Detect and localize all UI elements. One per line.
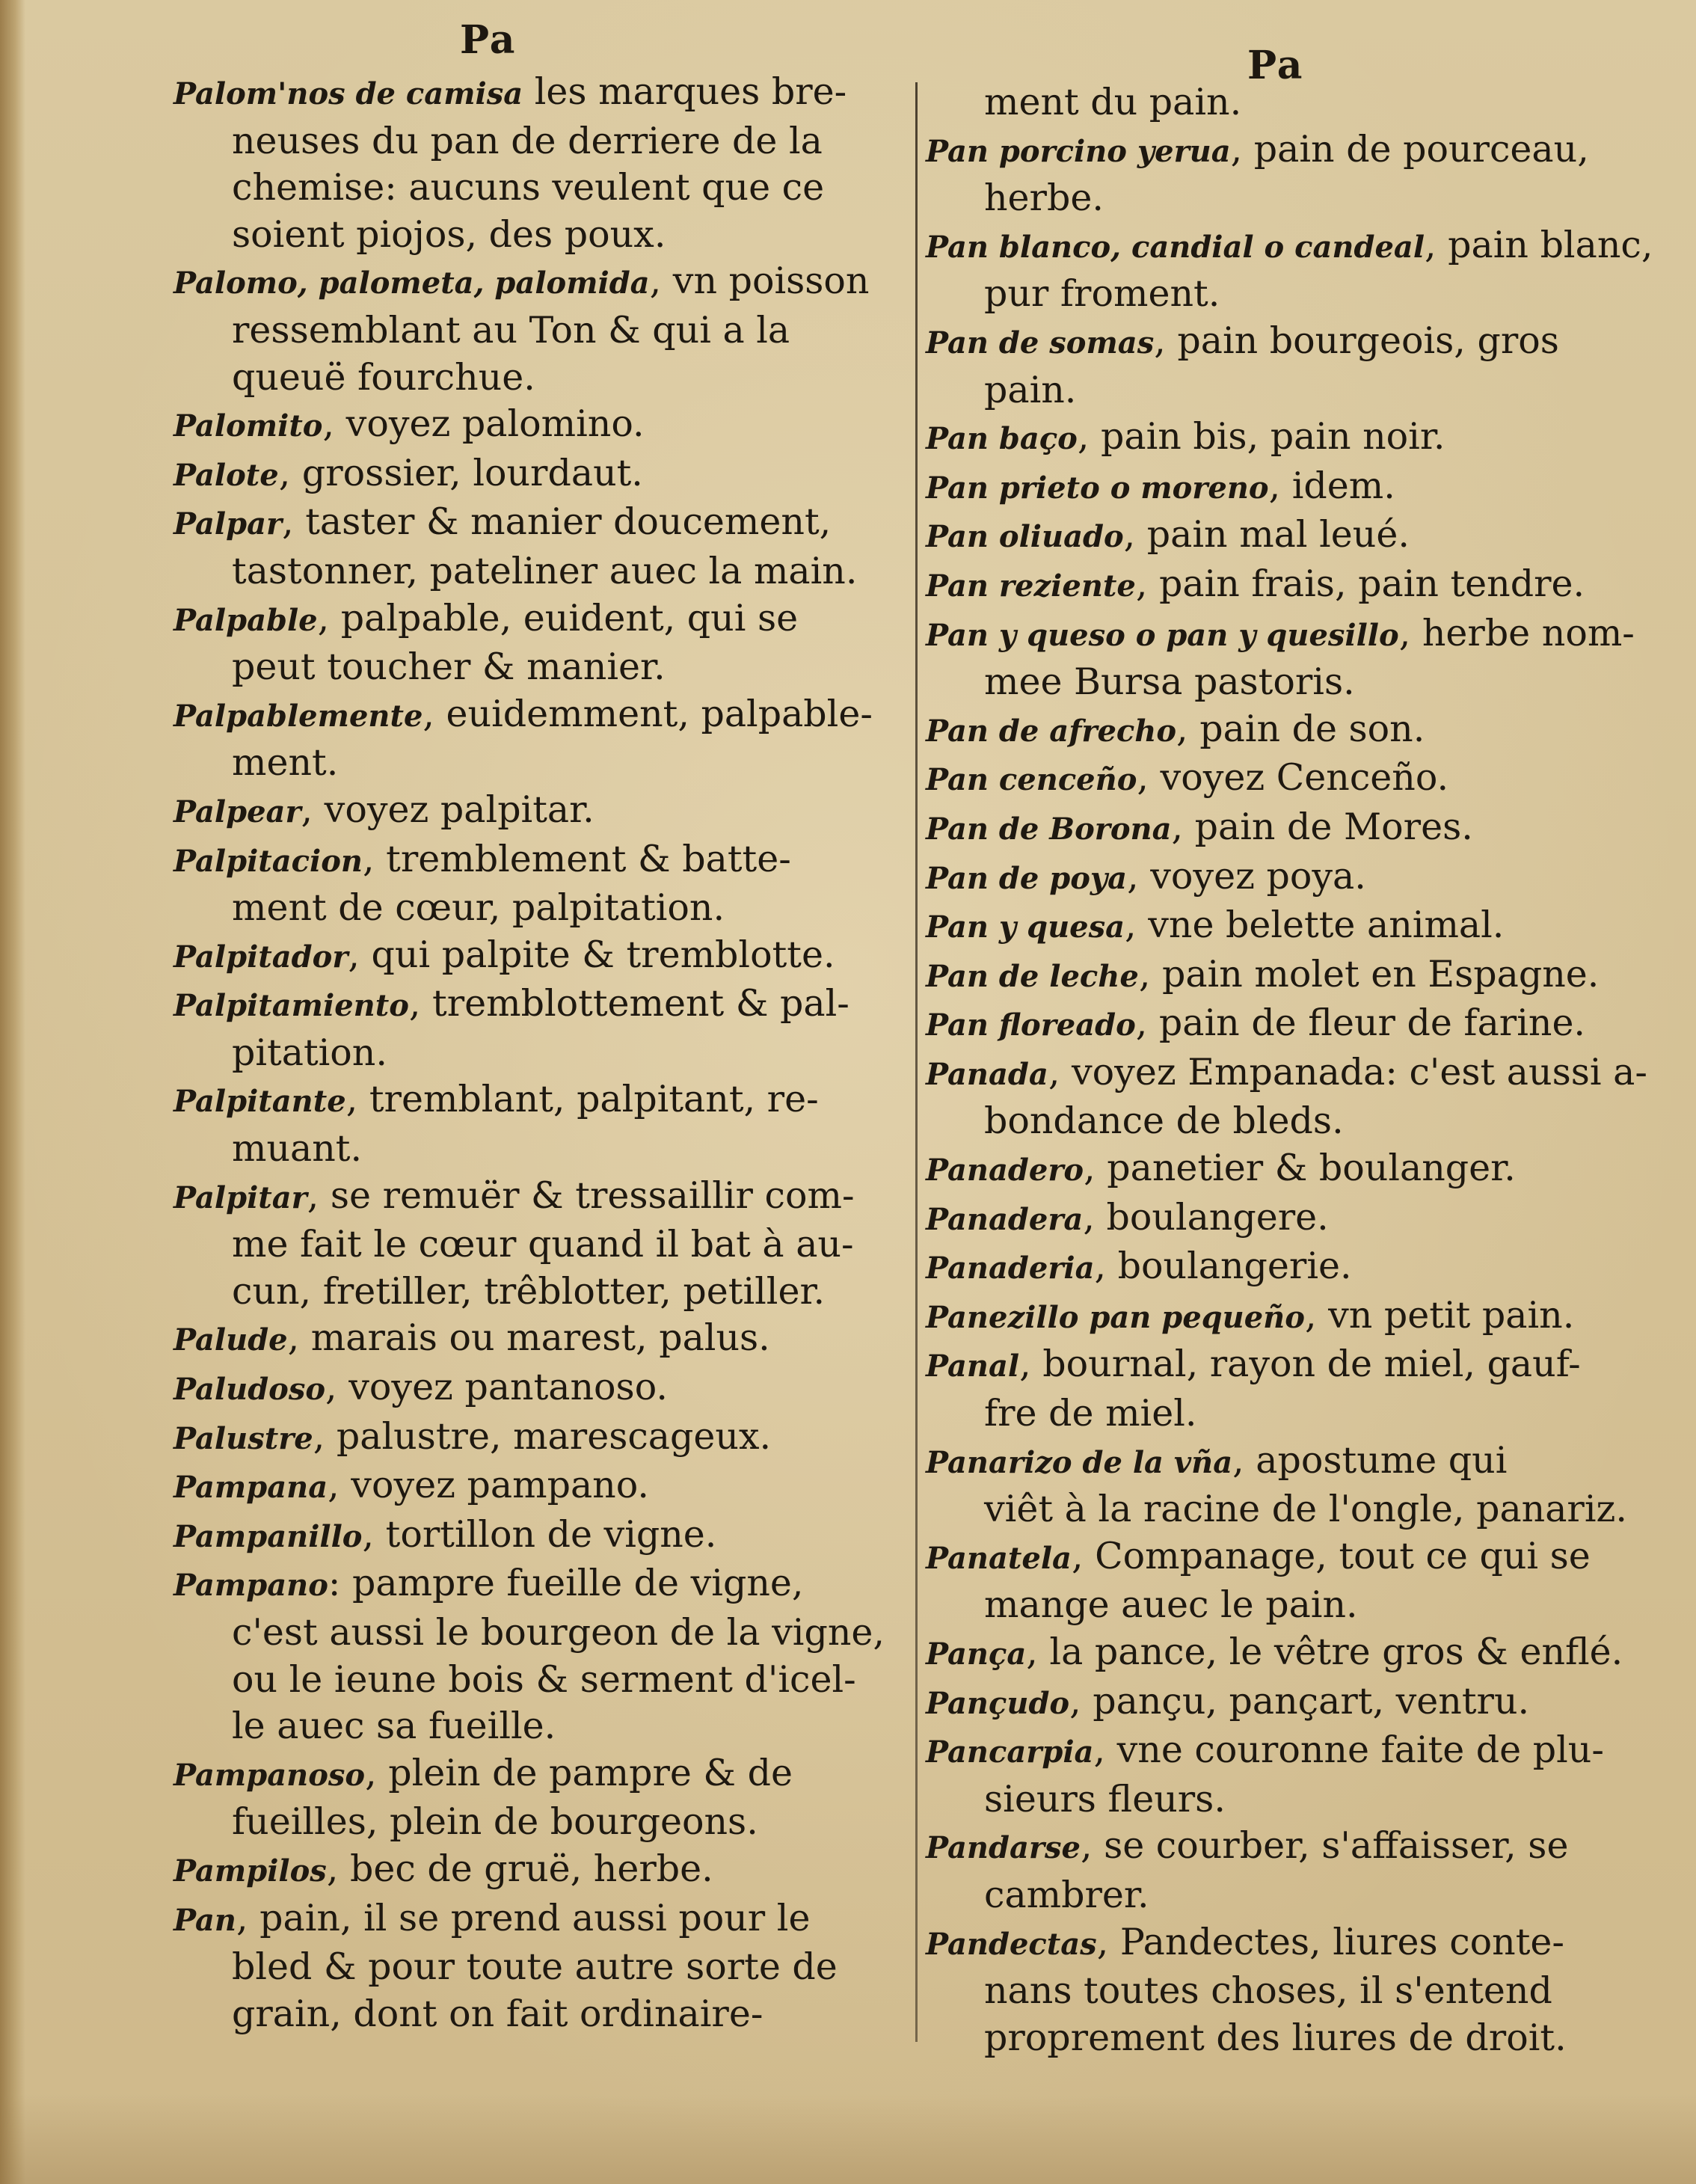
entry-definition: les marques bre- (523, 70, 847, 113)
dictionary-entry (173, 499, 891, 548)
entry-definition: , euidemment, palpable- (423, 692, 873, 735)
dictionary-entry (926, 318, 1644, 367)
entry-headword: Pança (926, 1637, 1027, 1672)
entry-headword: Pampilos (173, 1853, 327, 1889)
entry-headword: Pampanillo (173, 1518, 363, 1554)
entry-headword: Pançudo (926, 1685, 1070, 1721)
dictionary-entry (926, 1533, 1644, 1583)
dictionary-entry (173, 836, 891, 886)
entry-headword: Pan de afrecho (926, 713, 1177, 749)
entry-headword: Pan de somas (926, 325, 1155, 361)
entry-continuation-line: herbe. (984, 177, 1104, 220)
entry-headword: Panezillo pan pequeño (926, 1299, 1305, 1335)
dictionary-entry (173, 1512, 891, 1561)
dictionary-entry (926, 512, 1644, 561)
entry-definition: , se remuër & tressaillir com- (307, 1174, 855, 1217)
entry-continuation-line: pitation. (232, 1031, 387, 1074)
entry-continuation-line: peut toucher & manier. (232, 645, 666, 689)
entry-continuation-line: mee Bursa pastoris. (984, 660, 1355, 704)
entry-headword: Pan reziente (926, 568, 1136, 604)
dictionary-entry (173, 1750, 891, 1800)
entry-continuation-line: muant. (232, 1127, 363, 1171)
entry-headword: Pandectas (926, 1926, 1097, 1962)
dictionary-entry (926, 1194, 1644, 1244)
dictionary-entry (173, 1895, 891, 1945)
entry-continuation-line: ou le ieune bois & serment d'icel- (232, 1657, 856, 1701)
dictionary-entry (173, 1364, 891, 1414)
dictionary-entry (173, 1846, 891, 1895)
page-gutter-shadow (0, 0, 25, 2184)
entry-headword: Panarizo de la vña (926, 1444, 1233, 1480)
column-rule (915, 82, 918, 2042)
entry-continuation-line: queuë fourchue. (232, 355, 535, 399)
running-head-left: Pa (460, 17, 517, 63)
dictionary-entry (173, 258, 891, 307)
left-column (173, 69, 891, 2037)
entry-continuation-line: fueilles, plein de bourgeons. (232, 1800, 758, 1844)
entry-definition: , pain de Mores. (1171, 805, 1473, 848)
dictionary-entry (173, 450, 891, 500)
dictionary-entry (926, 1919, 1644, 1969)
dictionary-entry (926, 902, 1644, 951)
entry-headword: Palpitamiento (173, 988, 409, 1024)
dictionary-entry (926, 561, 1644, 610)
entry-continuation-line: ment de cœur, palpitation. (232, 886, 725, 930)
entry-definition: , grossier, lourdaut. (278, 451, 643, 494)
entry-continuation-line: soient piojos, des poux. (232, 212, 666, 256)
entry-headword: Pandarse (926, 1830, 1081, 1866)
entry-continuation-line: pur froment. (984, 272, 1220, 316)
dictionary-entry (173, 1076, 891, 1126)
entry-definition: , pain de son. (1176, 707, 1425, 750)
entry-continuation-line: mange auec le pain. (984, 1583, 1358, 1627)
entry-headword: Palpablemente (173, 698, 423, 734)
entry-continuation-line: c'est aussi le bourgeon de la vigne, (232, 1611, 885, 1654)
entry-definition: , voyez pampano. (328, 1464, 649, 1507)
entry-headword: Panaderia (926, 1251, 1095, 1286)
dictionary-entry (173, 1462, 891, 1512)
dictionary-entry (173, 787, 891, 836)
entry-definition: , voyez palpitar. (301, 788, 594, 831)
entry-headword: Pan baço (926, 421, 1078, 457)
entry-headword: Palomo, palometa, palomida (173, 266, 650, 301)
entry-continuation-line: cun, fretiller, trêblotter, petiller. (232, 1269, 826, 1313)
entry-continuation-line: cambrer. (984, 1873, 1149, 1916)
dictionary-entry (926, 222, 1653, 272)
entry-definition: , taster & manier doucement, (282, 500, 832, 544)
dictionary-entry (173, 595, 891, 645)
entry-headword: Pan de leche (926, 958, 1139, 994)
entry-definition: , pançu, pançart, ventru. (1069, 1679, 1530, 1723)
entry-continuation-line: bondance de bleds. (984, 1099, 1344, 1143)
entry-definition: , panetier & boulanger. (1084, 1147, 1516, 1190)
entry-headword: Palpitar (173, 1180, 307, 1215)
dictionary-entry (926, 755, 1644, 804)
entry-definition: , palpable, euident, qui se (317, 596, 799, 639)
entry-continuation-line: viêt à la racine de l'ongle, panariz. (984, 1488, 1627, 1531)
entry-headword: Palomito (173, 408, 323, 444)
entry-headword: Palote (173, 457, 279, 493)
dictionary-entry (173, 401, 891, 450)
dictionary-entry (926, 1000, 1644, 1049)
entry-continuation-line: proprement des liures de droit. (984, 2016, 1567, 2059)
entry-definition: , la pance, le vêtre gros & enflé. (1026, 1631, 1623, 1673)
entry-definition: , pain bis, pain noir. (1077, 415, 1445, 458)
right-column (926, 79, 1653, 2061)
dictionary-entry (173, 1173, 891, 1222)
entry-definition: , voyez palomino. (322, 402, 645, 446)
entry-definition: , apostume qui (1232, 1438, 1508, 1482)
entry-continuation-line: neuses du pan de derriere de la (232, 119, 823, 162)
dictionary-entry (173, 1414, 891, 1463)
dictionary-entry (173, 691, 891, 740)
entry-definition: , vn petit pain. (1304, 1293, 1575, 1337)
entry-headword: Palpear (173, 794, 301, 829)
entry-continuation-line: sieurs fleurs. (984, 1777, 1226, 1820)
entry-continuation-line: ressemblant au Ton & qui a la (232, 308, 790, 352)
entry-definition: , voyez Cenceño. (1137, 756, 1449, 800)
dictionary-entry (926, 804, 1644, 853)
dictionary-entry (173, 981, 891, 1030)
entry-definition: , vne belette animal. (1125, 904, 1505, 947)
entry-definition: , plein de pampre & de (365, 1751, 793, 1794)
entry-continuation-line: bled & pour toute autre sorte de (232, 1945, 838, 1989)
entry-continuation-line: chemise: aucuns veulent que ce (232, 166, 825, 209)
entry-headword: Pan (173, 1902, 237, 1938)
entry-headword: Pan porcino yerua (926, 133, 1231, 169)
entry-headword: Palpitante (173, 1084, 346, 1120)
entry-continuation-line: ment. (232, 741, 339, 785)
running-head-right: Pa (1247, 43, 1304, 88)
dictionary-entry (926, 1341, 1644, 1390)
dictionary-entry (926, 1049, 1647, 1099)
dictionary-entry (173, 1315, 891, 1364)
entry-definition: ment du pain. (984, 81, 1242, 123)
entry-definition: , Companage, tout ce qui se (1071, 1534, 1591, 1577)
entry-headword: Panadera (926, 1201, 1084, 1237)
dictionary-entry (926, 853, 1644, 903)
entry-headword: Panadero (926, 1153, 1084, 1188)
dictionary-entry (926, 1727, 1644, 1776)
dictionary-entry (926, 463, 1644, 512)
entry-headword: Pan de poya (926, 860, 1128, 896)
entry-definition: , pain blanc, (1425, 223, 1653, 266)
dictionary-entry (926, 610, 1644, 660)
entry-definition: , se courber, s'affaisser, se (1080, 1824, 1569, 1868)
entry-headword: Panada (926, 1056, 1048, 1092)
dictionary-entry (173, 932, 891, 981)
entry-definition: , tremblant, palpitant, re- (345, 1078, 819, 1121)
entry-definition: , voyez poya. (1127, 854, 1366, 898)
entry-headword: Paludoso (173, 1372, 326, 1408)
entry-definition: , pain bourgeois, gros (1154, 319, 1559, 362)
entry-headword: Pan cenceño (926, 762, 1137, 798)
entry-continuation-line: nans toutes choses, il s'entend (984, 1969, 1552, 2013)
entry-headword: Pampanoso (173, 1757, 366, 1793)
entry-headword: Palpitador (173, 939, 348, 975)
entry-definition: : pampre fueille de vigne, (328, 1562, 804, 1605)
dictionary-entry (926, 1292, 1644, 1342)
entry-headword: Pampana (173, 1470, 328, 1506)
entry-continuation-line: pain. (984, 368, 1077, 411)
entry-headword: Palpable (173, 602, 318, 638)
entry-headword: Pan blanco, candial o candeal (926, 229, 1425, 265)
dictionary-entry (173, 1560, 891, 1610)
dictionary-entry (173, 69, 891, 118)
dictionary-entry (926, 79, 1644, 126)
dictionary-entry (926, 414, 1644, 463)
entry-definition: , vne couronne faite de plu- (1093, 1729, 1604, 1772)
entry-headword: Palom'nos de camisa (173, 76, 523, 111)
entry-continuation-line: me fait le cœur quand il bat à au- (232, 1223, 854, 1266)
entry-headword: Palude (173, 1322, 288, 1358)
entry-headword: Pan y queso o pan y quesillo (926, 617, 1399, 653)
entry-continuation-line: fre de miel. (984, 1392, 1197, 1435)
entry-headword: Palpar (173, 506, 283, 542)
entry-definition: , tremblement & batte- (363, 837, 791, 880)
entry-definition: , herbe nom- (1398, 611, 1635, 654)
entry-definition: , pain de pourceau, (1230, 127, 1589, 171)
entry-headword: Panal (926, 1349, 1020, 1384)
entry-headword: Pan floreado (926, 1007, 1136, 1043)
entry-definition: , pain frais, pain tendre. (1135, 562, 1585, 605)
entry-definition: , idem. (1268, 464, 1395, 507)
entry-definition: , qui palpite & tremblotte. (348, 933, 835, 976)
entry-definition: , voyez pantanoso. (325, 1366, 668, 1409)
entry-headword: Palustre (173, 1420, 313, 1456)
dictionary-entry (926, 126, 1644, 176)
page-bottom-shade (0, 2094, 1696, 2184)
entry-headword: Pancarpia (926, 1734, 1094, 1770)
entry-definition: , tremblottement & pal- (408, 982, 849, 1025)
entry-headword: Panatela (926, 1540, 1072, 1576)
entry-headword: Pan de Borona (926, 811, 1172, 847)
dictionary-entry (926, 1243, 1644, 1292)
entry-definition: , pain molet en Espagne. (1138, 952, 1600, 996)
entry-headword: Palpitacion (173, 843, 363, 879)
dictionary-entry (926, 951, 1644, 1001)
entry-definition: , bournal, rayon de miel, gauf- (1019, 1343, 1581, 1386)
entry-headword: Pan oliuado (926, 519, 1124, 555)
entry-definition: , pain mal leué. (1123, 513, 1410, 556)
entry-definition: , vn poisson (649, 260, 870, 303)
entry-definition: , marais ou marest, palus. (287, 1316, 770, 1360)
dictionary-entry (926, 706, 1644, 755)
entry-definition: , palustre, marescageux. (313, 1414, 772, 1458)
entry-definition: , pain de fleur de farine. (1135, 1001, 1586, 1045)
dictionary-entry (926, 1823, 1644, 1872)
entry-continuation-line: grain, dont on fait ordinaire- (232, 1992, 763, 2035)
entry-definition: , tortillon de vigne. (362, 1512, 717, 1556)
entry-definition: , Pandectes, liures conte- (1096, 1920, 1564, 1963)
dictionary-entry (926, 1629, 1644, 1678)
entry-definition: , boulangerie. (1094, 1245, 1352, 1288)
entry-headword: Pan y quesa (926, 910, 1125, 945)
entry-continuation-line: tastonner, pateliner auec la main. (232, 549, 858, 592)
entry-definition: , boulangere. (1083, 1195, 1329, 1239)
dictionary-entry (926, 1438, 1644, 1487)
entry-headword: Pan prieto o moreno (926, 470, 1269, 506)
dictionary-entry (926, 1678, 1644, 1728)
entry-definition: , pain, il se prend aussi pour le (236, 1896, 811, 1939)
entry-definition: , voyez Empanada: c'est aussi a- (1048, 1050, 1647, 1093)
entry-continuation-line: le auec sa fueille. (232, 1705, 556, 1748)
entry-headword: Pampano (173, 1568, 328, 1604)
dictionary-entry (926, 1145, 1644, 1194)
entry-definition: , bec de gruë, herbe. (326, 1847, 713, 1890)
